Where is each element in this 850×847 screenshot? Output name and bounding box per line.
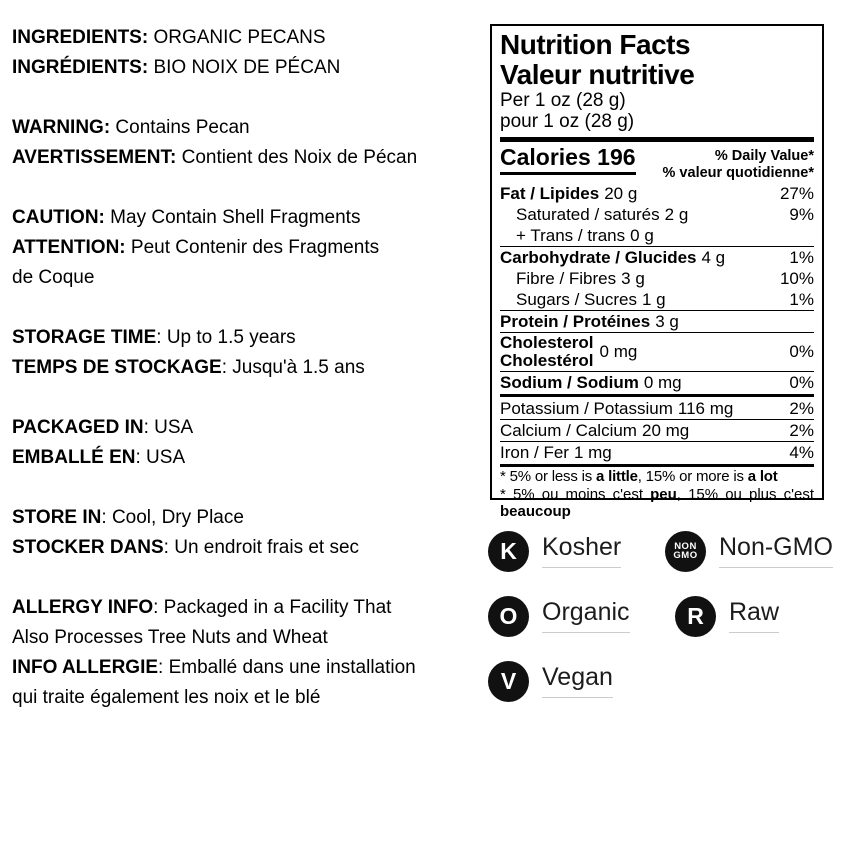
caution-line-fr: ATTENTION: Peut Contenir des Fragments — [12, 237, 380, 258]
nutrition-title-fr: Valeur nutritive — [500, 59, 695, 90]
allergy-line-fr-1: INFO ALLERGIE: Emballé dans une installation — [12, 657, 416, 678]
caution-line-en: CAUTION: May Contain Shell Fragments — [12, 207, 361, 228]
warning-block — [12, 113, 464, 173]
serving-size-fr: pour 1 oz (28 g) — [500, 111, 635, 132]
serving-size-en: Per 1 oz (28 g) — [500, 90, 626, 111]
badge-raw-label: Raw — [729, 600, 779, 633]
storage-time-line-fr: TEMPS DE STOCKAGE: Jusqu'à 1.5 ans — [12, 357, 365, 378]
non-gmo-icon: NON GMO — [665, 531, 706, 572]
allergy-line-en-2: Also Processes Tree Nuts and Wheat — [12, 627, 328, 648]
ingredients-line-fr: INGRÉDIENTS: BIO NOIX DE PÉCAN — [12, 57, 341, 78]
allergy-line-en-1: ALLERGY INFO: Packaged in a Facility That — [12, 597, 392, 618]
footnote-en: * 5% or less is a little, 15% or more is a lot — [500, 468, 778, 485]
nutrient-row-protein: Protein / Protéines 3 g — [500, 310, 814, 332]
nutrient-row-trans: + Trans / trans 0 g — [516, 226, 654, 245]
divider-thick — [500, 137, 814, 142]
nutrient-row-potassium: Potassium / Potassium 116 mg 2% — [500, 399, 814, 418]
certification-badges — [488, 529, 844, 703]
kosher-icon: K — [488, 531, 529, 572]
store-in-line-fr: STOCKER DANS: Un endroit frais et sec — [12, 537, 360, 558]
footnote-fr: * 5% ou moins c'est peu, 15% ou plus c'est beaucoup — [500, 486, 814, 520]
packaged-in-line-en: PACKAGED IN: USA — [12, 417, 194, 438]
divider-thick — [500, 464, 814, 467]
calories-row — [500, 144, 814, 181]
divider-thick — [500, 394, 814, 397]
badge-non-gmo-label: Non-GMO — [719, 535, 833, 568]
ingredients-block — [12, 23, 464, 83]
nutrient-row-fat: Fat / Lipides 20 g 27% — [500, 184, 814, 203]
store-in-block — [12, 503, 464, 563]
badge-kosher-label: Kosher — [542, 535, 621, 568]
vegan-icon: V — [488, 661, 529, 702]
calories-value: Calories 196 — [500, 144, 636, 175]
allergy-info-block — [12, 593, 464, 713]
badge-organic-label: Organic — [542, 600, 630, 633]
badge-vegan-label: Vegan — [542, 665, 613, 698]
nutrient-row-iron: Iron / Fer 1 mg 4% — [500, 443, 814, 462]
packaged-in-block — [12, 413, 464, 473]
caution-block — [12, 203, 464, 293]
caution-line-fr-wrap: de Coque — [12, 267, 95, 288]
nutrient-row-sodium: Sodium / Sodium 0 mg 0% — [500, 373, 814, 392]
nutrient-row-carbohydrate: Carbohydrate / Glucides 4 g 1% — [500, 248, 814, 267]
badge-non-gmo — [665, 529, 844, 573]
nutrition-facts-panel — [490, 24, 824, 520]
nutrient-row-calcium: Calcium / Calcium 20 mg 2% — [500, 421, 814, 440]
daily-value-header: % Daily Value* % valeur quotidienne* — [662, 148, 814, 181]
nutrient-row-saturated: Saturated / saturés 2 g 9% — [516, 205, 814, 224]
badge-organic — [488, 594, 665, 638]
badge-kosher — [488, 529, 665, 573]
organic-icon: O — [488, 596, 529, 637]
packaged-in-line-fr: EMBALLÉ EN: USA — [12, 447, 186, 468]
nutrient-row-fibre: Fibre / Fibres 3 g 10% — [516, 269, 814, 288]
allergy-line-fr-2: qui traite également les noix et le blé — [12, 687, 321, 708]
ingredients-line-en: INGREDIENTS: ORGANIC PECANS — [12, 27, 326, 48]
nutrient-row-cholesterol: Cholesterol Cholestérol 0 mg 0% — [500, 333, 814, 370]
nutrient-row-sugars: Sugars / Sucres 1 g 1% — [516, 290, 814, 309]
storage-time-block — [12, 323, 464, 383]
storage-time-line-en: STORAGE TIME: Up to 1.5 years — [12, 327, 296, 348]
label-info-column — [12, 23, 464, 713]
warning-line-fr: AVERTISSEMENT: Contient des Noix de Pécan — [12, 147, 418, 168]
store-in-line-en: STORE IN: Cool, Dry Place — [12, 507, 244, 528]
nutrition-title-en: Nutrition Facts — [500, 29, 691, 60]
warning-line-en: WARNING: Contains Pecan — [12, 117, 250, 138]
raw-icon: R — [675, 596, 716, 637]
badge-raw — [675, 594, 844, 638]
badge-vegan — [488, 659, 665, 703]
